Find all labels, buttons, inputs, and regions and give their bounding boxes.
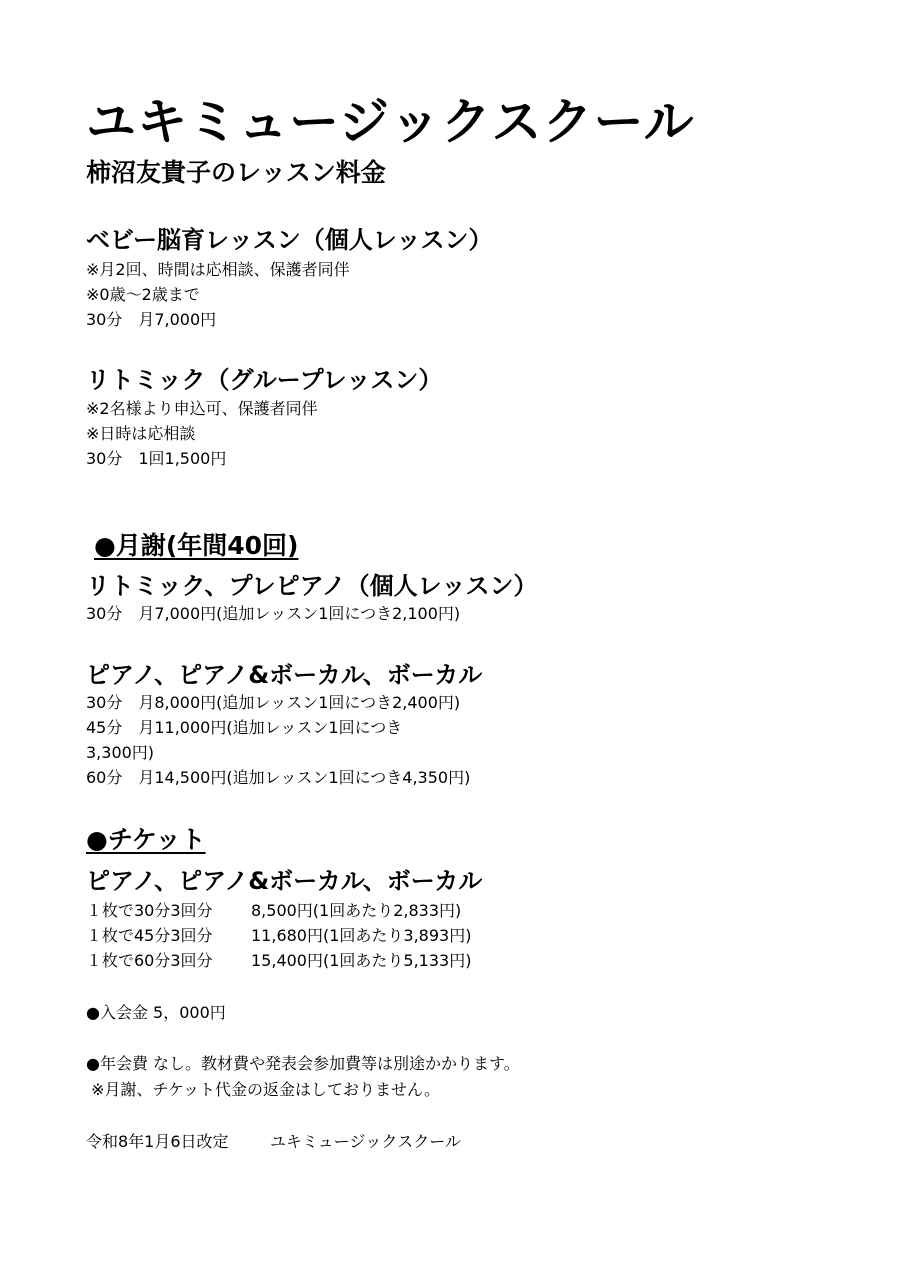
school-title: ユキミュージックスクール xyxy=(86,93,695,151)
ticket-label: １枚で45分3回分 xyxy=(86,926,213,945)
page-subtitle: 柿沼友貴子のレッスン料金 xyxy=(86,158,386,187)
ticket-label: １枚で60分3回分 xyxy=(86,951,213,970)
monthly-piano-line: 30分 月8,000円(追加レッスン1回につき2,400円) xyxy=(86,693,461,712)
ticket-heading: ピアノ、ピアノ&ボーカル、ボーカル xyxy=(86,867,483,895)
revision-date: 令和8年1月6日改定 xyxy=(86,1132,229,1151)
monthly-piano-line: 60分 月14,500円(追加レッスン1回につき4,350円) xyxy=(86,768,471,787)
baby-lesson-heading: ベビー脳育レッスン（個人レッスン） xyxy=(86,226,493,254)
ticket-price: 15,400円(1回あたり5,133円) xyxy=(251,951,472,970)
footer-school-name: ユキミュージックスクール xyxy=(270,1132,461,1151)
monthly-piano-heading: ピアノ、ピアノ&ボーカル、ボーカル xyxy=(86,661,483,689)
ticket-row xyxy=(86,948,471,973)
monthly-rhythmic-details xyxy=(86,601,460,626)
ticket-price: 11,680円(1回あたり3,893円) xyxy=(251,926,472,945)
refund-note: ※月謝、チケット代金の返金はしておりません。 xyxy=(86,1080,441,1099)
ticket-row xyxy=(86,923,471,948)
baby-lesson-line: ※月2回、時間は応相談、保護者同伴 xyxy=(86,260,350,279)
ticket-price: 8,500円(1回あたり2,833円) xyxy=(251,901,462,920)
baby-lesson-details xyxy=(86,257,350,332)
baby-lesson-line: 30分 月7,000円 xyxy=(86,310,217,329)
monthly-piano-line: 3,300円) xyxy=(86,743,155,762)
monthly-rhythmic-heading: リトミック、プレピアノ（個人レッスン） xyxy=(86,572,538,600)
ticket-row xyxy=(86,898,471,923)
monthly-piano-line: 45分 月11,000円(追加レッスン1回につき xyxy=(86,718,403,737)
rhythmic-group-line: ※2名様より申込可、保護者同伴 xyxy=(86,399,318,418)
ticket-price-list xyxy=(86,898,471,973)
monthly-section-title: ●月謝(年間40回) xyxy=(94,531,299,560)
annual-fee-note: ●年会費 なし。教材費や発表会参加費等は別途かかります。 xyxy=(86,1054,520,1073)
monthly-rhythmic-line: 30分 月7,000円(追加レッスン1回につき2,100円) xyxy=(86,604,461,623)
entry-fee-note: ●入会金 5，000円 xyxy=(86,1003,226,1022)
rhythmic-group-line: ※日時は応相談 xyxy=(86,424,196,443)
rhythmic-group-heading: リトミック（グループレッスン） xyxy=(86,366,443,394)
monthly-piano-details xyxy=(86,690,470,790)
baby-lesson-line: ※0歳〜2歳まで xyxy=(86,285,200,304)
rhythmic-group-line: 30分 1回1,500円 xyxy=(86,449,227,468)
rhythmic-group-details xyxy=(86,396,318,471)
ticket-section-title: ●チケット xyxy=(86,825,206,854)
ticket-label: １枚で30分3回分 xyxy=(86,901,213,920)
